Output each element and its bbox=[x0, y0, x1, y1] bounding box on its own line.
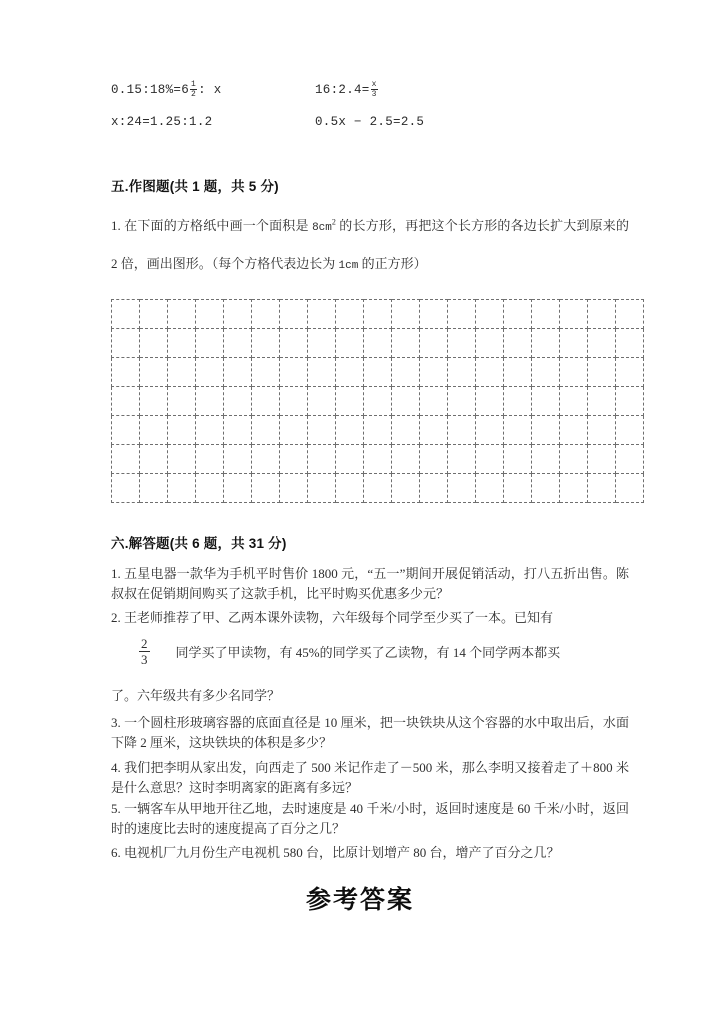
grid-cell bbox=[364, 358, 392, 387]
equation-3 bbox=[111, 110, 309, 134]
grid-cell bbox=[532, 416, 560, 445]
grid-cell bbox=[112, 416, 140, 445]
grid-cell bbox=[168, 387, 196, 416]
grid-cell bbox=[196, 445, 224, 474]
section-six-question-5: 5. 一辆客车从甲地开往乙地，去时速度是 40 千米/小时，返回时速度是 60 千米/小时，返回时的速度比去时的速度提高了百分之几？ bbox=[111, 801, 629, 836]
grid-cell bbox=[448, 329, 476, 358]
equation-4-text: 0.5x − 2.5=2.5 bbox=[315, 115, 425, 129]
grid-cell bbox=[420, 387, 448, 416]
grid-cell bbox=[224, 416, 252, 445]
grid-cell bbox=[392, 416, 420, 445]
grid-cell bbox=[112, 387, 140, 416]
fraction-denominator: 3 bbox=[371, 89, 377, 99]
grid-cell bbox=[448, 300, 476, 329]
grid-cell bbox=[560, 329, 588, 358]
grid-cell bbox=[140, 387, 168, 416]
grid-cell bbox=[252, 387, 280, 416]
grid-cell bbox=[588, 300, 616, 329]
section-six-question-2-line-3: 了。六年级共有多少名同学？ bbox=[111, 688, 281, 703]
grid-cell bbox=[476, 474, 504, 503]
grid-cell bbox=[336, 300, 364, 329]
grid-cell bbox=[336, 387, 364, 416]
grid-cell bbox=[588, 358, 616, 387]
grid-cell bbox=[196, 300, 224, 329]
grid-row bbox=[112, 329, 644, 358]
grid-cell bbox=[532, 387, 560, 416]
grid-cell bbox=[448, 358, 476, 387]
grid-cell bbox=[560, 416, 588, 445]
grid-cell bbox=[252, 474, 280, 503]
section-six-question-6: 6. 电视机厂九月份生产电视机 580 台，比原计划增产 80 台，增产了百分之几？ bbox=[111, 845, 560, 860]
grid-cell bbox=[420, 445, 448, 474]
equation-2 bbox=[315, 78, 513, 102]
grid-cell bbox=[308, 416, 336, 445]
grid-cell bbox=[560, 387, 588, 416]
grid-cell bbox=[504, 445, 532, 474]
grid-cell bbox=[140, 416, 168, 445]
grid-cell bbox=[532, 329, 560, 358]
grid-cell bbox=[532, 300, 560, 329]
grid-cell bbox=[448, 445, 476, 474]
grid-row bbox=[112, 387, 644, 416]
grid-cell bbox=[420, 329, 448, 358]
grid-cell bbox=[504, 329, 532, 358]
equation-row bbox=[111, 78, 629, 110]
grid-cell bbox=[224, 387, 252, 416]
grid-cell bbox=[504, 300, 532, 329]
grid-cell bbox=[504, 387, 532, 416]
grid-cell bbox=[252, 416, 280, 445]
grid-cell bbox=[308, 387, 336, 416]
grid-cell bbox=[532, 445, 560, 474]
q5-1-unit-area: 8cm bbox=[312, 222, 332, 234]
grid-cell bbox=[448, 387, 476, 416]
grid-row bbox=[112, 445, 644, 474]
grid-cell bbox=[420, 300, 448, 329]
grid-cell bbox=[140, 445, 168, 474]
grid-cell bbox=[224, 300, 252, 329]
equation-2-before: 16:2.4= bbox=[315, 83, 370, 97]
section-six-question-2-line-2: 同学买了甲读物，有 45%的同学买了乙读物，有 14 个同学两本都买 bbox=[175, 645, 561, 660]
q5-1-tail: 的正方形） bbox=[358, 256, 427, 271]
grid-cell bbox=[364, 445, 392, 474]
grid-cell bbox=[336, 416, 364, 445]
equation-block bbox=[111, 78, 629, 142]
grid-cell bbox=[140, 474, 168, 503]
equation-4 bbox=[315, 110, 513, 134]
grid-cell bbox=[308, 474, 336, 503]
answer-key-title: 参考答案 bbox=[305, 886, 414, 914]
grid-cell bbox=[280, 329, 308, 358]
grid-cell bbox=[112, 329, 140, 358]
section-six-question-4: 4. 我们把李明从家出发，向西走了 500 米记作走了－500 米，那么李明又接着走了＋800 米是什么意思？这时李明离家的距离有多远？ bbox=[111, 760, 629, 795]
grid-body bbox=[112, 300, 644, 503]
grid-cell bbox=[588, 445, 616, 474]
section-six-question-2-line-1: 2. 王老师推荐了甲、乙两本课外读物，六年级每个同学至少买了一本。已知有 bbox=[111, 610, 554, 625]
grid-row bbox=[112, 358, 644, 387]
grid-cell bbox=[280, 300, 308, 329]
grid-cell bbox=[392, 300, 420, 329]
grid-cell bbox=[476, 445, 504, 474]
fraction-numerator: 1 bbox=[191, 79, 197, 89]
grid-row bbox=[112, 300, 644, 329]
grid-cell bbox=[504, 358, 532, 387]
grid-cell bbox=[140, 300, 168, 329]
grid-cell bbox=[476, 416, 504, 445]
grid-cell bbox=[196, 474, 224, 503]
grid-cell bbox=[308, 445, 336, 474]
grid-cell bbox=[224, 329, 252, 358]
grid-cell bbox=[196, 387, 224, 416]
q5-1-lead: 1. 在下面的方格纸中画一个面积是 bbox=[111, 218, 313, 233]
grid-cell bbox=[420, 474, 448, 503]
grid-cell bbox=[448, 416, 476, 445]
grid-cell bbox=[364, 387, 392, 416]
grid-cell bbox=[504, 474, 532, 503]
grid-cell bbox=[168, 329, 196, 358]
grid-cell bbox=[616, 445, 644, 474]
grid-cell bbox=[252, 329, 280, 358]
q5-1-unit-length: 1cm bbox=[338, 260, 359, 272]
grid-cell bbox=[308, 358, 336, 387]
grid-cell bbox=[616, 387, 644, 416]
grid-cell bbox=[196, 329, 224, 358]
grid-cell bbox=[476, 358, 504, 387]
grid-cell bbox=[364, 300, 392, 329]
equation-row bbox=[111, 110, 629, 142]
section-six-question-2-fraction-line bbox=[111, 636, 629, 667]
grid-cell bbox=[616, 300, 644, 329]
grid-cell bbox=[532, 358, 560, 387]
grid-cell bbox=[560, 445, 588, 474]
grid-cell bbox=[560, 474, 588, 503]
grid-cell bbox=[168, 300, 196, 329]
section-six-question-1: 1. 五星电器一款华为手机平时售价 1800 元，“五一”期间开展促销活动，打八五折出售。陈叔叔在促销期间购买了这款手机，比平时购买优惠多少元？ bbox=[111, 566, 629, 601]
grid-cell bbox=[112, 445, 140, 474]
grid-cell bbox=[280, 474, 308, 503]
equation-3-text: x:24=1.25:1.2 bbox=[111, 115, 213, 129]
grid-cell bbox=[140, 358, 168, 387]
fraction-denominator: 3 bbox=[141, 652, 148, 667]
fraction-one-half bbox=[190, 80, 197, 99]
grid-cell bbox=[616, 416, 644, 445]
grid-cell bbox=[112, 474, 140, 503]
grid-cell bbox=[560, 300, 588, 329]
grid-cell bbox=[196, 358, 224, 387]
grid-cell bbox=[336, 329, 364, 358]
grid-cell bbox=[280, 445, 308, 474]
fraction-denominator: 2 bbox=[191, 89, 197, 99]
grid-cell bbox=[308, 300, 336, 329]
grid-cell bbox=[504, 416, 532, 445]
grid-cell bbox=[224, 445, 252, 474]
grid-cell bbox=[364, 416, 392, 445]
fraction-x-over-three bbox=[371, 80, 378, 99]
grid-cell bbox=[420, 358, 448, 387]
grid-cell bbox=[252, 358, 280, 387]
grid-cell bbox=[168, 358, 196, 387]
grid-cell bbox=[252, 300, 280, 329]
grid-cell bbox=[364, 474, 392, 503]
grid-cell bbox=[476, 387, 504, 416]
grid-cell bbox=[588, 387, 616, 416]
q5-1-superscript: 2 bbox=[331, 217, 336, 227]
fraction-numerator: x bbox=[371, 79, 377, 89]
grid-cell bbox=[392, 387, 420, 416]
grid-cell bbox=[112, 358, 140, 387]
grid-cell bbox=[616, 358, 644, 387]
grid-cell bbox=[588, 329, 616, 358]
grid-row bbox=[112, 416, 644, 445]
equation-1-before: 0.15:18%=6 bbox=[111, 83, 190, 97]
grid-cell bbox=[392, 358, 420, 387]
grid-cell bbox=[392, 329, 420, 358]
grid-cell bbox=[476, 329, 504, 358]
grid-cell bbox=[308, 329, 336, 358]
fraction-numerator: 2 bbox=[141, 636, 148, 651]
grid-cell bbox=[168, 416, 196, 445]
section-six-heading: 六.解答题(共 6 题，共 31 分) bbox=[111, 536, 287, 551]
grid-cell bbox=[280, 387, 308, 416]
grid-cell bbox=[392, 474, 420, 503]
grid-cell bbox=[616, 329, 644, 358]
equation-1 bbox=[111, 78, 309, 102]
grid-cell bbox=[168, 445, 196, 474]
section-five-heading: 五.作图题(共 1 题，共 5 分) bbox=[111, 179, 279, 194]
grid-cell bbox=[588, 474, 616, 503]
section-five-question-1 bbox=[111, 208, 629, 284]
grid-cell bbox=[336, 358, 364, 387]
grid-cell bbox=[336, 474, 364, 503]
fraction-two-thirds bbox=[139, 636, 150, 667]
grid-cell bbox=[560, 358, 588, 387]
grid-cell bbox=[420, 416, 448, 445]
grid-cell bbox=[336, 445, 364, 474]
grid-cell bbox=[392, 445, 420, 474]
grid-cell bbox=[168, 474, 196, 503]
grid-cell bbox=[140, 329, 168, 358]
grid-cell bbox=[588, 416, 616, 445]
grid-cell bbox=[280, 416, 308, 445]
grid-cell bbox=[448, 474, 476, 503]
grid-cell bbox=[112, 300, 140, 329]
q5-1-mid: 的长方形，再把这个长方形的各边长扩大到原来的 2 倍，画出图形。（每个方格代表边长为 bbox=[111, 218, 629, 271]
grid-cell bbox=[280, 358, 308, 387]
equation-1-after: : x bbox=[198, 83, 222, 97]
grid-cell bbox=[224, 358, 252, 387]
grid-cell bbox=[532, 474, 560, 503]
grid-table bbox=[111, 299, 644, 503]
section-six-question-3: 3. 一个圆柱形玻璃容器的底面直径是 10 厘米，把一块铁块从这个容器的水中取出后，水面下降 2 厘米，这块铁块的体积是多少？ bbox=[111, 715, 629, 750]
grid-cell bbox=[364, 329, 392, 358]
grid-cell bbox=[252, 445, 280, 474]
grid-cell bbox=[196, 416, 224, 445]
grid-cell bbox=[224, 474, 252, 503]
graph-paper bbox=[111, 299, 644, 503]
grid-row bbox=[112, 474, 644, 503]
grid-cell bbox=[616, 474, 644, 503]
grid-cell bbox=[476, 300, 504, 329]
